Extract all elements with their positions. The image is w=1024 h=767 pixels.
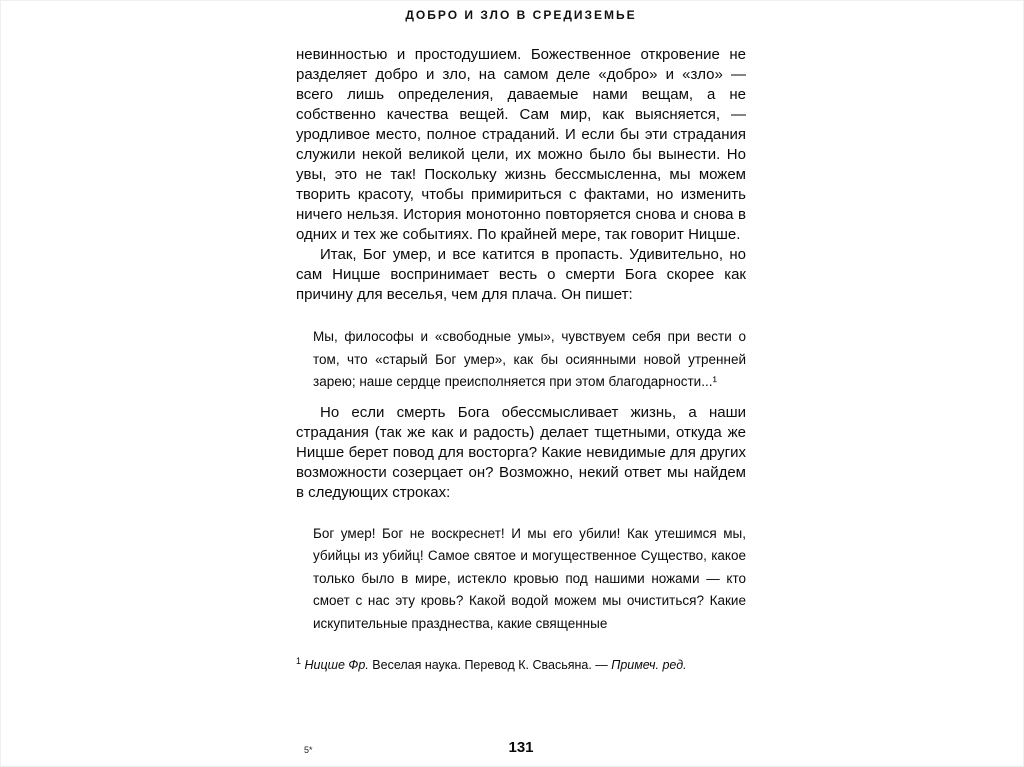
nietzsche-quote-2: Бог умер! Бог не воскреснет! И мы его убили! Как утешимся мы, убийцы из убийц! Самое святое и могущественное Существо, какое только было в мире, истекло кровью под нашими ножами — кто смоет с нас эту кровь? Какой водой можем мы очиститься? Какие искупительные празднества, какие священные: [313, 525, 746, 631]
footnote-source: Веселая наука. Перевод К. Свасьяна. —: [372, 658, 608, 672]
footnote-marker: 1: [296, 655, 302, 666]
page-number: 131: [508, 739, 534, 756]
page-footer: [296, 739, 746, 761]
footnote: [296, 657, 746, 673]
footnote-editor-note: Примеч. ред.: [611, 658, 687, 672]
running-head: ДОБРО И ЗЛО В СРЕДИЗЕМЬЕ: [405, 8, 637, 22]
signature-mark: 5*: [304, 745, 313, 755]
paragraph-god-is-dead: Итак, Бог умер, и все катится в пропасть. Удивительно, но сам Ницше воспринимает весть о смерти Бога скорее как причину для веселья, чем для плача. Он пишет:: [296, 246, 746, 303]
nietzsche-quote-1: Мы, философы и «свободные умы», чувствуем себя при вести о том, что «старый Бог умер», как бы осиянными новой утренней зарею; наше сердце преисполняется при этом благодарности...¹: [313, 329, 746, 389]
paragraph-continuation: невинностью и простодушием. Божественное откровение не разделяет добро и зло, на самом деле «добро» и «зло» — всего лишь определения, даваемые нами вещам, а не собственно качества вещей. Сам мир, как выясняется, — уродливое место, полное страданий. И если бы эти страдания служили некой великой цели, их можно было бы вынести. Но увы, это не так! Поскольку жизнь бессмысленна, мы можем творить красоту, чтобы примириться с фактами, но изменить ничего нельзя. История монотонно повторяется снова и снова в одних и тех же событиях. По крайней мере, так говорит Ницше.: [296, 46, 746, 243]
text-column: [296, 45, 746, 673]
paragraph-question: Но если смерть Бога обессмысливает жизнь, а наши страдания (так же как и радость) делает тщетными, откуда же Ницше берет повод для восторга? Какие невидимые для других возможности созерцает он? Возможно, некий ответ мы найдем в следующих строках:: [296, 403, 746, 501]
footnote-author: Ницше Фр.: [304, 658, 369, 672]
